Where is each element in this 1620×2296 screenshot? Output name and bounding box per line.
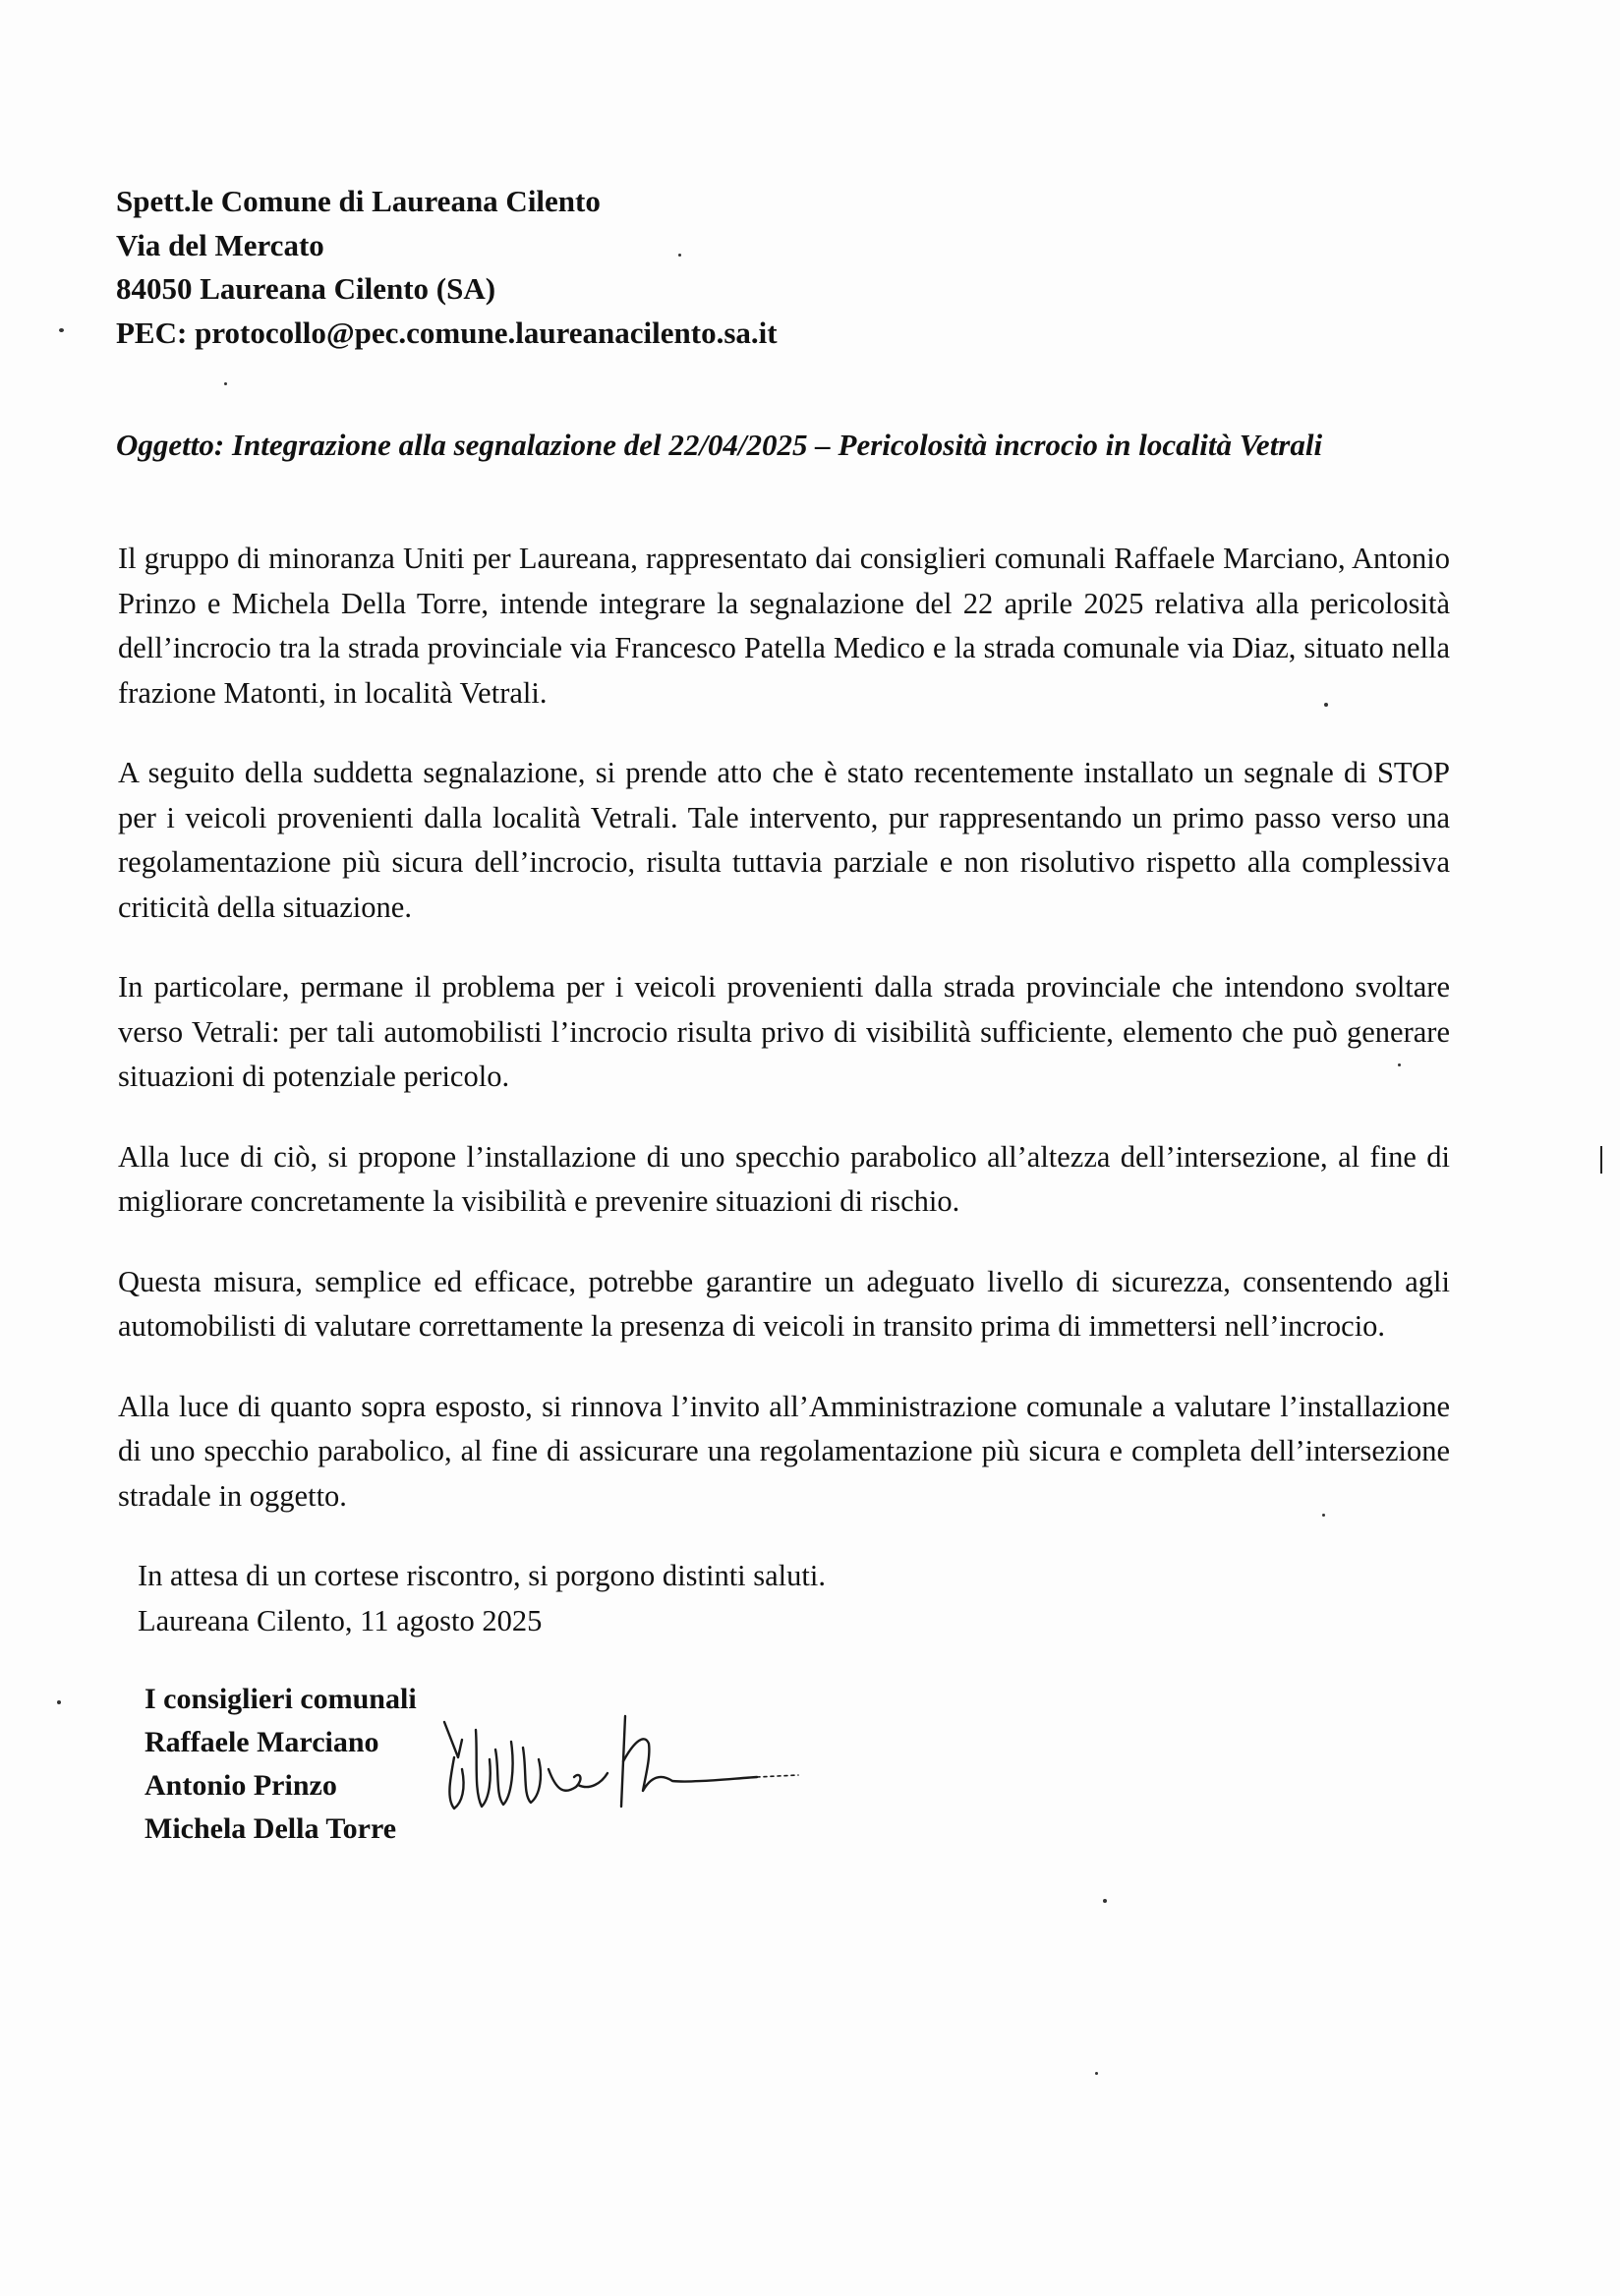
handwritten-signature: [433, 1700, 806, 1828]
paragraph-6: Alla luce di quanto sopra esposto, si rinnova l’invito all’Amministrazione comunale a valutare l’installazione di uno specchio parabolico, al fine di assicurare una regolamentazione più sicura e completa dell’intersezione stradale in oggetto.: [118, 1389, 1450, 1513]
subject-label: Oggetto:: [116, 428, 225, 462]
recipient-city: 84050 Laureana Cilento (SA): [116, 271, 496, 306]
place-date: Laureana Cilento, 11 agosto 2025: [138, 1604, 543, 1637]
signer-name: Raffaele Marciano: [145, 1726, 379, 1758]
scan-speck: [57, 1700, 61, 1704]
paragraph-4: Alla luce di ciò, si propone l’installazione di uno specchio parabolico all’altezza dell’intersezione, al fine di migliorare concretamente la visibilità e prevenire situazioni di rischio.: [118, 1139, 1450, 1218]
paragraph-1: Il gruppo di minoranza Uniti per Laureana, rappresentato dai consiglieri comunali Raffaele Marciano, Antonio Prinzo e Michela Della Torre, intende integrare la segnalazione del 22 aprile 2025 relativa alla pericolosità dell’incrocio tra la strada provinciale via Francesco Patella Medico e la strada comunale via Diaz, situato nella frazione Matonti, in località Vetrali.: [118, 542, 1450, 710]
recipient-name: Spett.le Comune di Laureana Cilento: [116, 184, 601, 218]
scan-speck: [1324, 703, 1328, 707]
letter-body: [118, 537, 1450, 1554]
recipient-address: [116, 180, 778, 355]
signers-block: [145, 1678, 417, 1851]
scan-speck: [1398, 1063, 1401, 1066]
recipient-pec: PEC: protocollo@pec.comune.laureanacilento.sa.it: [116, 315, 778, 350]
paragraph-2: A seguito della suddetta segnalazione, si prende atto che è stato recentemente installato un segnale di STOP per i veicoli provenienti dalla località Vetrali. Tale intervento, pur rappresentando un primo passo verso una regolamentazione più sicura dell’incrocio, risulta tuttavia parziale e non risolutivo rispetto alla complessiva criticità della situazione.: [118, 756, 1450, 924]
scan-edge-mark: [1600, 1146, 1602, 1174]
scan-speck: [678, 254, 681, 257]
signers-title: I consiglieri comunali: [145, 1683, 417, 1715]
closing-block: [138, 1553, 826, 1643]
paragraph-5: Questa misura, semplice ed efficace, potrebbe garantire un adeguato livello di sicurezza, consentendo agli automobilisti di valutare correttamente la presenza di veicoli in transito prima di immettersi nell’incrocio.: [118, 1264, 1450, 1343]
paragraph-3: In particolare, permane il problema per i veicoli provenienti dalla strada provinciale che intendono svoltare verso Vetrali: per tali automobilisti l’incrocio risulta privo di visibilità sufficiente, elemento che può generare situazioni di potenziale pericolo.: [118, 970, 1450, 1093]
scan-speck: [1322, 1514, 1325, 1517]
subject-text: Integrazione alla segnalazione del 22/04/2025 – Pericolosità incrocio in località Vetrali: [231, 428, 1323, 462]
subject-line: [116, 423, 1428, 467]
scan-speck: [1095, 2072, 1098, 2075]
scan-speck: [224, 382, 227, 385]
signer-name: Michela Della Torre: [145, 1812, 397, 1845]
scan-speck: [59, 328, 64, 332]
scan-speck: [1103, 1899, 1107, 1903]
signer-name: Antonio Prinzo: [145, 1769, 337, 1802]
recipient-street: Via del Mercato: [116, 227, 324, 262]
closing-greeting: In attesa di un cortese riscontro, si porgono distinti saluti.: [138, 1559, 826, 1592]
